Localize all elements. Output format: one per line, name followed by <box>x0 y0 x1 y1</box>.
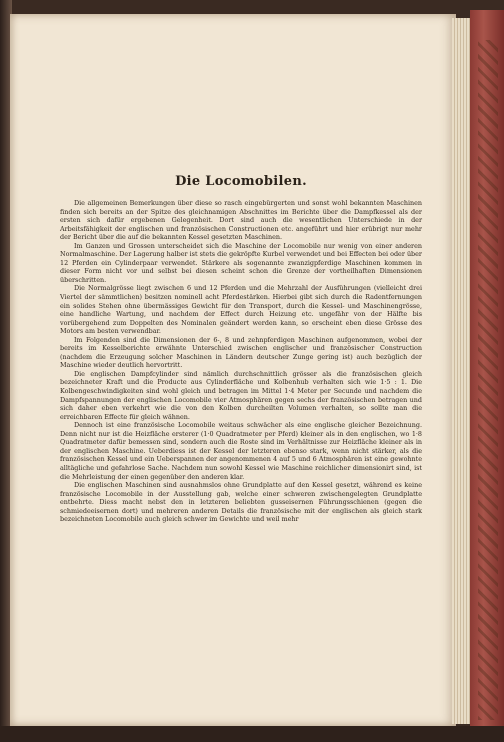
paragraph: Die allgemeinen Bemerkungen über diese so rasch eingebürgerten und sonst wohl bekannten Maschinen finden sich bereits an der Spitze des gleichnamigen Abschnittes im Berichte über die Dampfkessel als der ersten sich dafür ergebenen Gelegenheit. Dort sind auch die wesentlichen Unterschiede in der Arbeitsfähigkeit der englischen und französischen Constructionen etc. angeführt und hier erübrigt nur mehr der Bericht über die auf die bekannten Kessel gesetzten Maschinen. <box>60 199 422 242</box>
paragraph: Im Ganzen und Grossen unterscheidet sich die Maschine der Locomobile nur wenig von einer anderen Normalmaschine. Der Lagerung halber ist stets die gekröpfte Kurbel verwendet und bei Effecten bei oder über 12 Pferden ein Cylinderpaar verwendet. Stärkere als sogenannte zwanzigpferdige Maschinen kommen in dieser Form nicht vor und selbst bei diesen scheint schon die Grenze der vortheilhaften Dimensionen überschritten. <box>60 241 422 284</box>
paragraph: Die Normalgrösse liegt zwischen 6 und 12 Pferden und die Mehrzahl der Ausführungen (vielleicht drei Viertel der sämmtlichen) besitzen nominell acht Pferdestärken. Hierbei gibt sich durch die Radentfernungen ein solides Stehen ohne übermässiges Gewicht für den Transport, durch die Kessel- und Maschinengrösse, eine handliche Wartung, und nachdem der Effect durch Heizung etc. ungefähr von der Hälfte bis vorübergehend zum Doppelten des Nominalen geändert werden kann, so erscheint eben diese Grösse des Motors am besten verwendbar. <box>60 284 422 336</box>
page-title: Die Locomobilen. <box>175 174 307 189</box>
paragraph: Dennoch ist eine französische Locomobile weitaus schwächer als eine englische gleicher Bezeichnung. Denn nicht nur ist die Heizfläche ersterer (1·0 Quadratmeter per Pferd) kleiner als in den englischen, wo 1·8 Quadratmeter dafür bemessen sind, sondern auch die Roste sind im Verhältnisse zur Heizfläche kleiner als in der englischen Maschine. Ueberdiess ist der Kessel der letzteren ebenso stark, wenn nicht stärker, als die französischen Kessel und ein Ueberspannen der angenommenen 4 auf 5 und 6 Atmosphären ist eine gewohnte alltägliche und gefahrlose Sache. Nachdem nun sowohl Kessel wie Maschine reichlicher dimensionirt sind, ist die Mehrleistung der einen gegenüber den anderen klar. <box>60 421 422 481</box>
cover-pattern <box>478 40 498 720</box>
text-block <box>60 174 422 524</box>
book-bottom-edge <box>0 726 504 742</box>
paragraph: Die englischen Maschinen sind ausnahmslos ohne Grundplatte auf den Kessel gesetzt, während es keine französische Locomobile in der Ausstellung gab, welche einer schweren zwischengelegten Grundplatte entbehrte. Diess macht nebst den in letzteren beliebten gusseisernen Führungsschienen (gegen die schmiedeeisernen dort) und mehreren anderen Details die französische mit der englischen als gleich stark bezeichneten Locomobile auch gleich schwer im Gewichte und weil mehr <box>60 481 422 524</box>
page-edges <box>452 18 472 724</box>
paragraph: Im Folgenden sind die Dimensionen der 6-, 8 und zehnpferdigen Maschinen aufgenommen, wobei der bereits im Kesselberichte erwähnte Unterschied zwischen englischer und französischer Construction (nachdem die Erzeugung solcher Maschinen in Ländern deutscher Zunge gering ist) auch bezüglich der Maschine wieder deutlich hervortritt. <box>60 335 422 370</box>
paragraph: Die englischen Dampfcylinder sind nämlich durchschnittlich grösser als die französischen gleich bezeichneter Kraft und die Producte aus Cylinderfläche und Kolbenhub verhalten sich wie 1·5 : 1. Die Kolbengeschwindigkeiten sind wohl gleich und betragen im Mittel 1·4 Meter per Secunde und nachdem die Dampfspannungen der englischen Locomobile vier Atmosphären gegen sechs der französischen betragen und sich daher eben verkehrt wie die von den Kolben durcheilten Volumen verhalten, so sollte man die erreichbaren Effecte für gleich wähnen. <box>60 369 422 421</box>
